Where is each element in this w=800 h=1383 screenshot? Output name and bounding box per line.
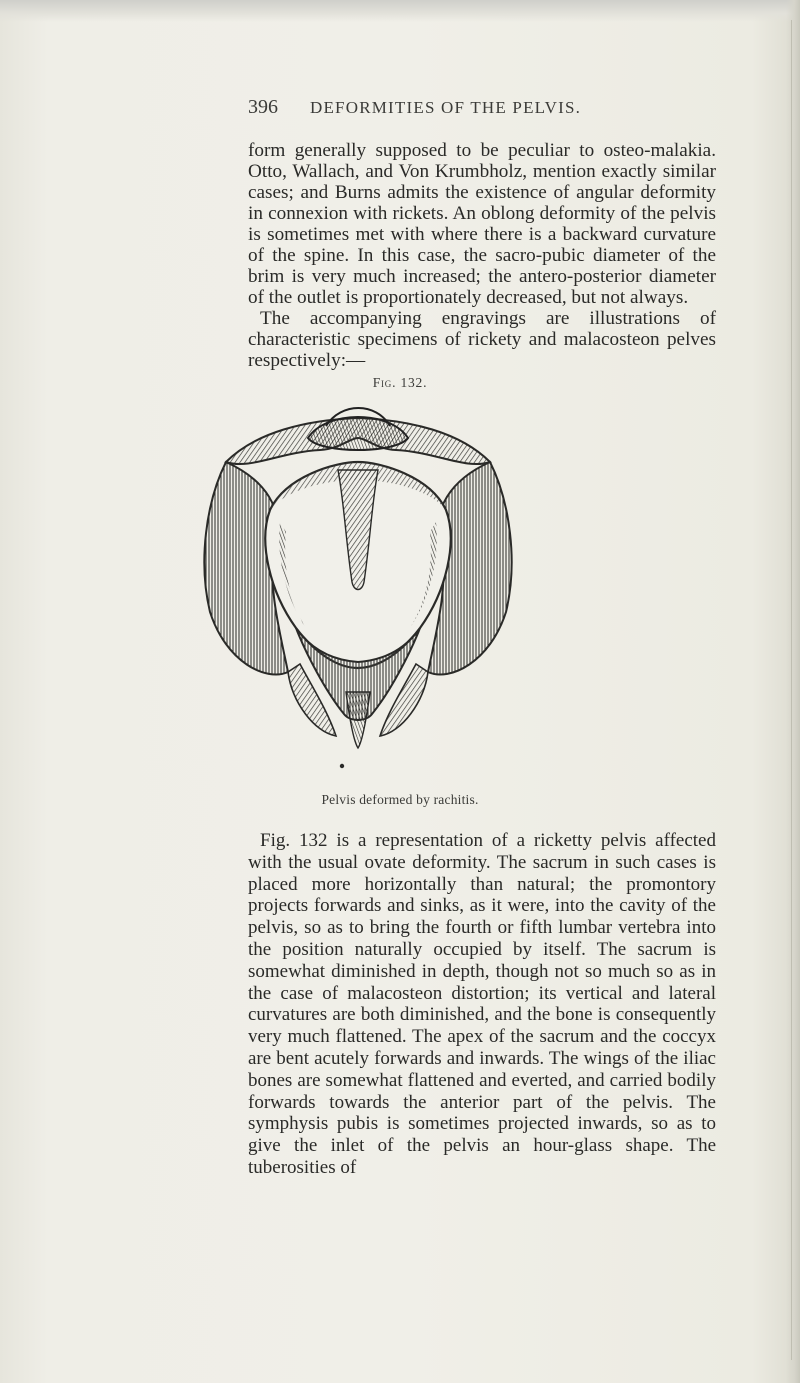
pelvis-engraving [196,392,520,774]
figure-caption: Pelvis deformed by rachitis. [321,792,479,807]
page-right-edge [786,0,800,1383]
paragraph-2: The accompanying engravings are illustrations of characteristic specimens of rickety and malacosteon pelves respectively:— [248,308,716,371]
paragraph-3: Fig. 132 is a representation of a ricketty pelvis affected with the usual ovate deformity. The sacrum in such cases is placed more horizontally than natural; the promontory projects forwards and sinks, as it were, into the cavity of the pelvis, so as to bring the fourth or fifth lumbar vertebra into the position naturally occupied by itself. The sacrum is somewhat diminished in depth, though not so much so as in the case of malacosteon distortion; its vertical and lateral curvatures are both diminished, and the bone is consequently very much flattened. The apex of the sacrum and the coccyx are bent acutely forwards and inwards. The wings of the iliac bones are somewhat flattened and everted, and carried bodily forwards towards the anterior part of the pelvis. The symphysis pubis is sometimes projected inwards, so as to give the inlet of the pelvis an hour-glass shape. The tuberosities of [248,830,716,1178]
page-top-edge [0,0,800,22]
page-number: 396 [248,96,278,118]
running-title: DEFORMITIES OF THE PELVIS. [310,98,582,117]
text-block-1 [248,140,716,371]
paragraph-1: form generally supposed to be peculiar to osteo-malakia. Otto, Wallach, and Von Krumbholz, mention exactly similar cases; and Burns admits the existence of angular deformity in connexion with rickets. An oblong deformity of the pelvis is sometimes met with where there is a backward curvature of the spine. In this case, the sacro-pubic diameter of the brim is very much increased; the antero-posterior diameter of the outlet is proportionately decreased, but not always. [248,140,716,308]
figure-label: Fig. 132. [372,375,428,390]
page-fold-line [791,20,792,1360]
